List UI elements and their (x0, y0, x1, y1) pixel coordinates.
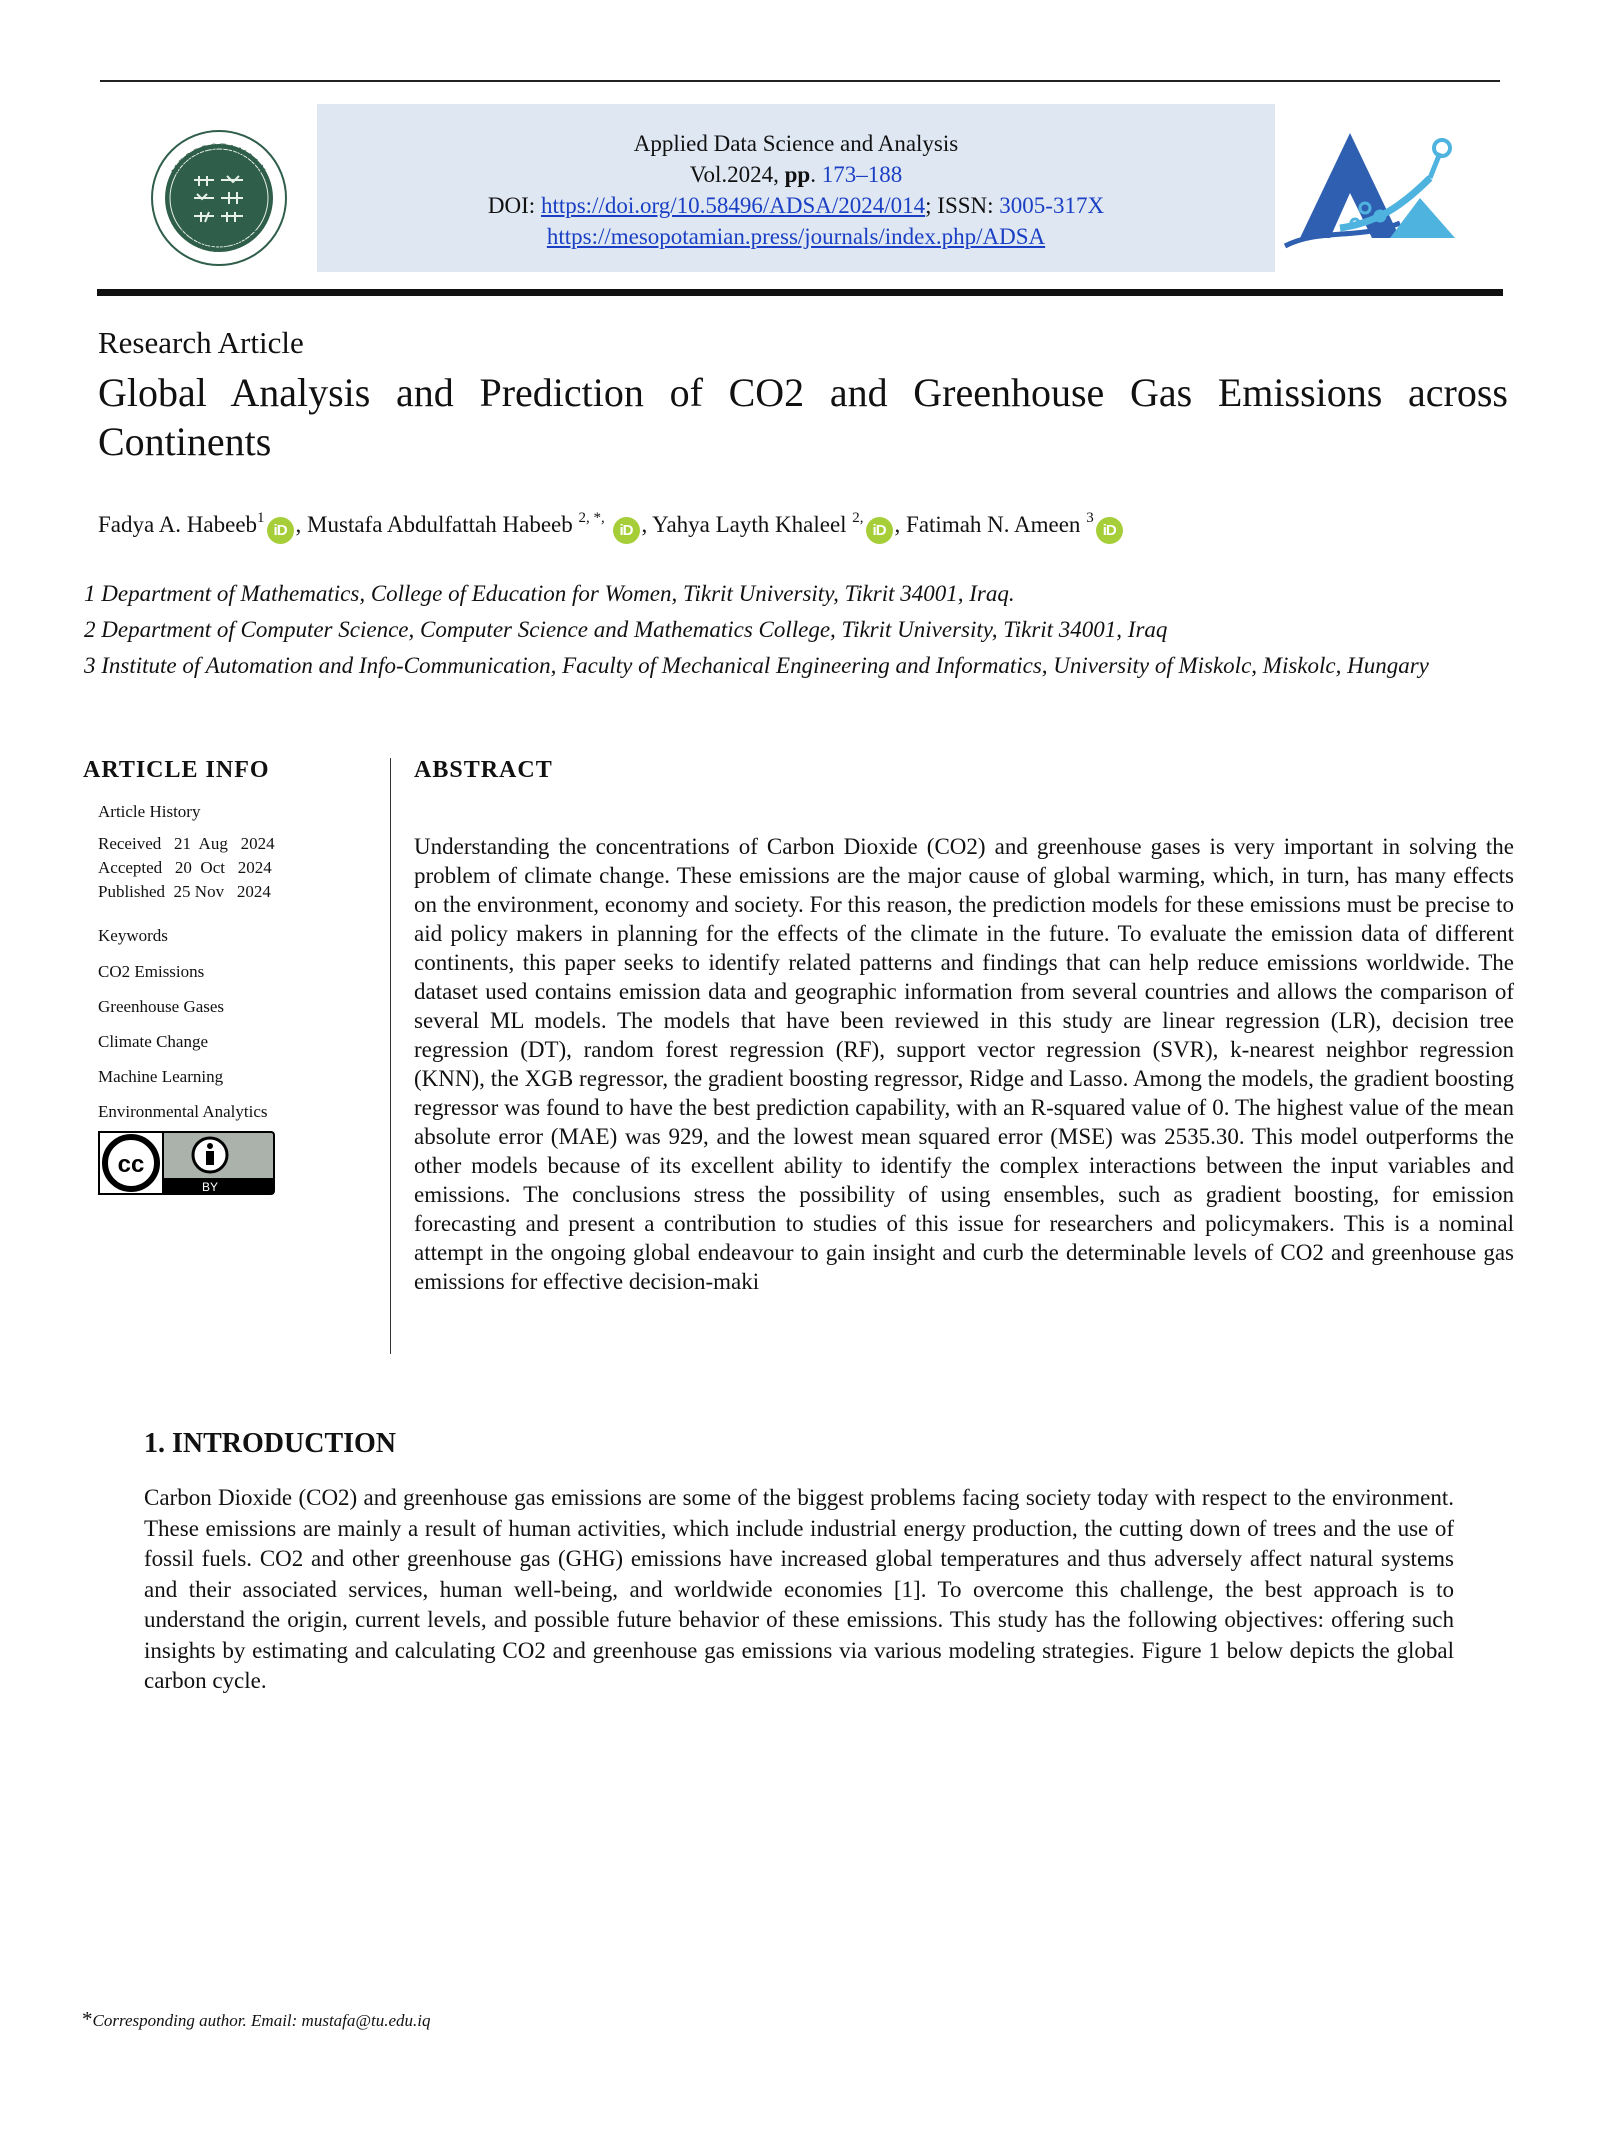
published-date: Published 25 Nov 2024 (98, 882, 271, 901)
seal-text: MESOPOTAMIAN (169, 141, 269, 178)
orcid-icon[interactable]: iD (613, 517, 640, 544)
author-list: Fadya A. Habeeb$^1$iD , Mustafa Abdulfattah Habeeb $^{2, *,}$ iD , Yahya Layth Khaleel $^{2,}$iD , Fatimah N. Ameen $^3$iD (98, 500, 1518, 544)
orcid-icon[interactable]: iD (1096, 517, 1123, 544)
keyword: CO2 Emissions (98, 962, 205, 981)
abstract-heading: ABSTRACT (414, 757, 553, 783)
journal-name: Applied Data Science and Analysis (633, 131, 959, 156)
author-name: Fadya A. Habeeb (98, 512, 258, 537)
journal-url-link[interactable]: https://mesopotamian.press/journals/index.php/ADSA (546, 224, 1046, 249)
column-divider (390, 758, 391, 1354)
keyword: Machine Learning (98, 1067, 224, 1086)
journal-header (317, 104, 1275, 272)
affiliation: 2 Department of Computer Science, Computer Science and Mathematics College, Tikrit University, Tikrit 34001, Iraq (84, 617, 1168, 642)
header-rule (97, 289, 1503, 296)
affiliations (84, 578, 1524, 686)
keyword: Greenhouse Gases (98, 997, 225, 1016)
affiliation: 3 Institute of Automation and Info-Communication, Faculty of Mechanical Engineering and Informatics, University of Miskolc, Miskolc, Hungary (84, 653, 1429, 678)
doi-link[interactable]: https://doi.org/10.58496/ADSA/2024/014 (540, 193, 926, 218)
article-type: Research Article (98, 325, 304, 360)
volume-pages: Vol.2024, pp. 173–188 (689, 162, 903, 187)
accepted-date: Accepted 20 Oct 2024 (98, 858, 272, 877)
article-info (98, 800, 378, 1129)
issn: 3005-317X (999, 193, 1105, 218)
author-name: Fatimah N. Ameen (906, 512, 1087, 537)
corresponding-author-footnote: *Corresponding author. Email: mustafa@tu.edu.iq (82, 2007, 431, 2031)
orcid-icon[interactable]: iD (866, 517, 893, 544)
publisher-seal-logo (149, 128, 289, 268)
author-name: Yahya Layth Khaleel (652, 512, 853, 537)
author-name: Mustafa Abdulfattah Habeeb (307, 512, 579, 537)
keyword: Environmental Analytics (98, 1102, 268, 1121)
top-rule (100, 80, 1500, 82)
introduction-heading: 1. INTRODUCTION (144, 1428, 397, 1459)
received-date: Received 21 Aug 2024 (98, 834, 275, 853)
license-label: BY (201, 1180, 219, 1194)
affiliation: 1 Department of Mathematics, College of Education for Women, Tikrit University, Tikrit 34001, Iraq. (84, 581, 1015, 606)
history-label: Article History (98, 802, 201, 821)
orcid-icon[interactable]: iD (267, 517, 294, 544)
svg-text:cc: cc (117, 1151, 145, 1178)
doi-line: DOI: https://doi.org/10.58496/ADSA/2024/014; ISSN: 3005-317X (487, 193, 1105, 218)
abstract-text: Understanding the concentrations of Carbon Dioxide (CO2) and greenhouse gases is very important in solving the problem of climate change. These emissions are the major cause of global warming, which, in turn, has many effects on the environment, economy and society. For this reason, the prediction models for these emissions must be precise to aid policy makers in planning for the effects of the climate in the future. To evaluate the emission data of different continents, this paper seeks to identify related patterns and findings that can help reduce emissions worldwide. The dataset used contains emission data and geographic information from several countries and allows the comparison of several ML models. The models that have been reviewed in this study are linear regression (LR), decision tree regression (DT), random forest regression (RF), support vector regression (SVR), k-nearest neighbor regression (KNN), the XGB regressor, the gradient boosting regressor, Ridge and Lasso. Among the models, the gradient boosting regressor was found to have the best prediction capability, with an R-squared value of 0. The highest value of the mean absolute error (MAE) was 929, and the lowest mean squared error (MSE) was 2535.30. This model outperforms the other models because of its excellent ability to identify the complex interactions between the input variables and emissions. The conclusions stress the possibility of using ensembles, such as gradient boosting, for emission forecasting and present a contribution to studies of this issue for researchers and policymakers. This is a nominal attempt in the ongoing global endeavour to gain insight and curb the determinable levels of CO2 and greenhouse gas emissions for effective decision-maki (414, 834, 1514, 1294)
svg-text:ACADEMIC PRESS: ACADEMIC PRESS (175, 224, 263, 255)
introduction-text: Carbon Dioxide (CO2) and greenhouse gas emissions are some of the biggest problems facing society today with respect to the environment. These emissions are mainly a result of human activities, which include industrial energy production, the cutting down of trees and the use of fossil fuels. CO2 and other greenhouse gas (GHG) emissions have increased global temperatures and thus adversely affect natural systems and their associated services, human well-being, and worldwide economies [1]. To overcome this challenge, the best approach is to understand the origin, current levels, and possible future behavior of these emissions. This study has the following objectives: offering such insights by estimating and calculating CO2 and greenhouse gas emissions via various modeling strategies. Figure 1 below depicts the global carbon cycle. (144, 1485, 1454, 1693)
keywords-label: Keywords (98, 926, 168, 945)
cc-by-license-icon[interactable] (98, 1131, 275, 1195)
paper-title: Global Analysis and Prediction of CO2 and Greenhouse Gas Emissions across Continents (98, 370, 1508, 464)
article-info-heading: ARTICLE INFO (83, 757, 270, 783)
keyword: Climate Change (98, 1032, 209, 1051)
journal-logo (1280, 128, 1470, 258)
